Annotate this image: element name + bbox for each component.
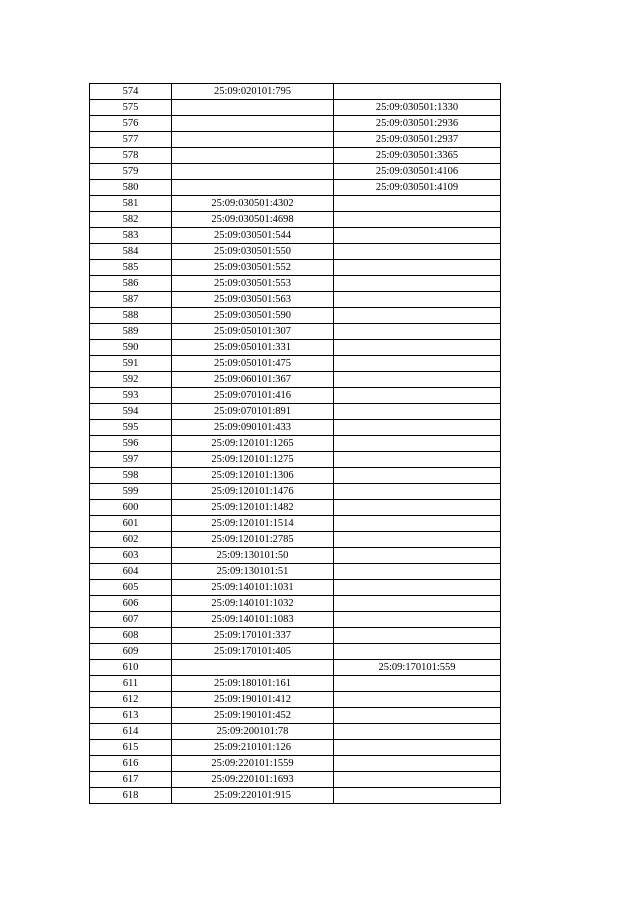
cadastral-number-cell-a (172, 164, 334, 180)
table-row (90, 324, 501, 340)
cadastral-number-cell-a: 25:09:070101:891 (172, 404, 334, 420)
table-row (90, 84, 501, 100)
row-number-cell: 587 (90, 292, 172, 308)
row-number-cell: 596 (90, 436, 172, 452)
row-number-cell: 601 (90, 516, 172, 532)
table-row (90, 100, 501, 116)
row-number-cell: 603 (90, 548, 172, 564)
table-row (90, 564, 501, 580)
cadastral-number-cell-a: 25:09:170101:337 (172, 628, 334, 644)
cadastral-number-cell-a: 25:09:170101:405 (172, 644, 334, 660)
cadastral-number-cell-a (172, 116, 334, 132)
table-row (90, 660, 501, 676)
cadastral-number-cell-a: 25:09:140101:1032 (172, 596, 334, 612)
row-number-cell: 591 (90, 356, 172, 372)
cadastral-number-cell-b (334, 324, 501, 340)
cadastral-number-cell-a: 25:09:180101:161 (172, 676, 334, 692)
cadastral-number-cell-b (334, 708, 501, 724)
cadastral-number-cell-b: 25:09:030501:2937 (334, 132, 501, 148)
table-row (90, 132, 501, 148)
row-number-cell: 593 (90, 388, 172, 404)
cadastral-number-cell-b (334, 484, 501, 500)
cadastral-number-cell-b (334, 740, 501, 756)
row-number-cell: 580 (90, 180, 172, 196)
table-row (90, 756, 501, 772)
table-row (90, 628, 501, 644)
table-row (90, 532, 501, 548)
row-number-cell: 597 (90, 452, 172, 468)
cadastral-number-cell-a: 25:09:050101:475 (172, 356, 334, 372)
cadastral-number-cell-b (334, 212, 501, 228)
cadastral-number-cell-a: 25:09:120101:1275 (172, 452, 334, 468)
row-number-cell: 618 (90, 788, 172, 804)
table-row (90, 116, 501, 132)
cadastral-number-cell-b (334, 196, 501, 212)
row-number-cell: 582 (90, 212, 172, 228)
cadastral-number-cell-a: 25:09:130101:50 (172, 548, 334, 564)
row-number-cell: 588 (90, 308, 172, 324)
cadastral-number-cell-b (334, 452, 501, 468)
row-number-cell: 583 (90, 228, 172, 244)
table-row (90, 788, 501, 804)
cadastral-number-cell-a: 25:09:030501:552 (172, 260, 334, 276)
cadastral-number-cell-a: 25:09:140101:1031 (172, 580, 334, 596)
row-number-cell: 610 (90, 660, 172, 676)
cadastral-number-cell-a: 25:09:120101:1265 (172, 436, 334, 452)
cadastral-number-cell-a: 25:09:210101:126 (172, 740, 334, 756)
row-number-cell: 604 (90, 564, 172, 580)
cadastral-number-cell-b (334, 340, 501, 356)
table-row (90, 292, 501, 308)
row-number-cell: 614 (90, 724, 172, 740)
cadastral-number-cell-b: 25:09:030501:1330 (334, 100, 501, 116)
row-number-cell: 600 (90, 500, 172, 516)
cadastral-number-cell-b (334, 724, 501, 740)
cadastral-number-cell-b (334, 612, 501, 628)
table-row (90, 772, 501, 788)
table-row (90, 644, 501, 660)
row-number-cell: 575 (90, 100, 172, 116)
table-row (90, 148, 501, 164)
row-number-cell: 577 (90, 132, 172, 148)
cadastral-number-cell-a: 25:09:130101:51 (172, 564, 334, 580)
cadastral-number-cell-a: 25:09:050101:331 (172, 340, 334, 356)
cadastral-number-cell-a: 25:09:030501:4302 (172, 196, 334, 212)
cadastral-number-cell-b (334, 372, 501, 388)
row-number-cell: 578 (90, 148, 172, 164)
cadastral-number-cell-b (334, 548, 501, 564)
cadastral-number-cell-a: 25:09:030501:563 (172, 292, 334, 308)
table-row (90, 340, 501, 356)
cadastral-number-cell-b (334, 260, 501, 276)
cadastral-number-cell-b (334, 692, 501, 708)
row-number-cell: 599 (90, 484, 172, 500)
row-number-cell: 617 (90, 772, 172, 788)
row-number-cell: 589 (90, 324, 172, 340)
cadastral-number-cell-b (334, 500, 501, 516)
cadastral-number-cell-a (172, 180, 334, 196)
row-number-cell: 602 (90, 532, 172, 548)
table-row (90, 356, 501, 372)
table-row (90, 596, 501, 612)
cadastral-number-cell-b (334, 468, 501, 484)
table-row (90, 276, 501, 292)
cadastral-number-cell-b (334, 244, 501, 260)
cadastral-number-cell-b (334, 772, 501, 788)
cadastral-number-cell-b (334, 532, 501, 548)
cadastral-number-cell-b (334, 388, 501, 404)
cadastral-number-cell-a: 25:09:120101:1306 (172, 468, 334, 484)
cadastral-number-cell-a: 25:09:090101:433 (172, 420, 334, 436)
table-row (90, 308, 501, 324)
table-row (90, 500, 501, 516)
cadastral-number-cell-a: 25:09:120101:1476 (172, 484, 334, 500)
table-row (90, 196, 501, 212)
table-row (90, 372, 501, 388)
cadastral-number-cell-b: 25:09:030501:3365 (334, 148, 501, 164)
table-row (90, 548, 501, 564)
cadastral-number-cell-a (172, 148, 334, 164)
row-number-cell: 586 (90, 276, 172, 292)
cadastral-number-cell-b (334, 788, 501, 804)
cadastral-number-cell-a: 25:09:070101:416 (172, 388, 334, 404)
row-number-cell: 607 (90, 612, 172, 628)
row-number-cell: 611 (90, 676, 172, 692)
cadastral-number-cell-b (334, 516, 501, 532)
cadastral-number-cell-a: 25:09:220101:915 (172, 788, 334, 804)
row-number-cell: 584 (90, 244, 172, 260)
cadastral-number-cell-a (172, 660, 334, 676)
table-row (90, 452, 501, 468)
table-row (90, 516, 501, 532)
cadastral-number-cell-a: 25:09:120101:1514 (172, 516, 334, 532)
row-number-cell: 598 (90, 468, 172, 484)
table-row (90, 708, 501, 724)
table-row (90, 180, 501, 196)
table-row (90, 388, 501, 404)
row-number-cell: 576 (90, 116, 172, 132)
cadastral-number-cell-a: 25:09:200101:78 (172, 724, 334, 740)
table-row (90, 228, 501, 244)
cadastral-number-cell-a (172, 100, 334, 116)
cadastral-number-cell-a: 25:09:050101:307 (172, 324, 334, 340)
table-row (90, 484, 501, 500)
table-row (90, 420, 501, 436)
cadastral-number-cell-b: 25:09:170101:559 (334, 660, 501, 676)
cadastral-number-cell-b (334, 292, 501, 308)
cadastral-number-cell-b (334, 596, 501, 612)
row-number-cell: 609 (90, 644, 172, 660)
cadastral-number-cell-b (334, 436, 501, 452)
table-body (90, 84, 501, 804)
cadastral-number-cell-b (334, 404, 501, 420)
cadastral-number-cell-a: 25:09:030501:4698 (172, 212, 334, 228)
cadastral-number-cell-a: 25:09:030501:590 (172, 308, 334, 324)
cadastral-number-cell-b (334, 756, 501, 772)
cadastral-number-cell-a (172, 132, 334, 148)
row-number-cell: 594 (90, 404, 172, 420)
cadastral-number-cell-b: 25:09:030501:2936 (334, 116, 501, 132)
row-number-cell: 585 (90, 260, 172, 276)
cadastral-number-cell-b (334, 276, 501, 292)
table-row (90, 436, 501, 452)
cadastral-number-cell-a: 25:09:030501:553 (172, 276, 334, 292)
cadastral-number-cell-a: 25:09:190101:452 (172, 708, 334, 724)
cadastral-number-table (89, 83, 501, 804)
table-row (90, 404, 501, 420)
cadastral-number-cell-a: 25:09:140101:1083 (172, 612, 334, 628)
row-number-cell: 606 (90, 596, 172, 612)
row-number-cell: 605 (90, 580, 172, 596)
table-row (90, 692, 501, 708)
cadastral-number-cell-a: 25:09:220101:1693 (172, 772, 334, 788)
row-number-cell: 612 (90, 692, 172, 708)
cadastral-number-cell-b (334, 676, 501, 692)
cadastral-number-cell-a: 25:09:020101:795 (172, 84, 334, 100)
cadastral-number-cell-b (334, 644, 501, 660)
table-row (90, 244, 501, 260)
cadastral-number-cell-b (334, 628, 501, 644)
table-row (90, 740, 501, 756)
row-number-cell: 581 (90, 196, 172, 212)
row-number-cell: 595 (90, 420, 172, 436)
cadastral-number-cell-b (334, 420, 501, 436)
row-number-cell: 615 (90, 740, 172, 756)
table-row (90, 164, 501, 180)
cadastral-number-cell-a: 25:09:120101:2785 (172, 532, 334, 548)
row-number-cell: 616 (90, 756, 172, 772)
table-row (90, 724, 501, 740)
table-row (90, 676, 501, 692)
row-number-cell: 579 (90, 164, 172, 180)
table-row (90, 612, 501, 628)
cadastral-number-cell-b (334, 308, 501, 324)
row-number-cell: 613 (90, 708, 172, 724)
cadastral-number-cell-b (334, 228, 501, 244)
table-row (90, 580, 501, 596)
table-row (90, 468, 501, 484)
cadastral-number-cell-a: 25:09:030501:544 (172, 228, 334, 244)
cadastral-number-cell-b: 25:09:030501:4109 (334, 180, 501, 196)
cadastral-number-cell-b (334, 564, 501, 580)
cadastral-number-cell-b (334, 84, 501, 100)
cadastral-number-cell-a: 25:09:060101:367 (172, 372, 334, 388)
table-row (90, 212, 501, 228)
cadastral-number-cell-a: 25:09:190101:412 (172, 692, 334, 708)
cadastral-number-cell-a: 25:09:120101:1482 (172, 500, 334, 516)
cadastral-number-cell-b (334, 580, 501, 596)
table-row (90, 260, 501, 276)
cadastral-number-cell-a: 25:09:220101:1559 (172, 756, 334, 772)
row-number-cell: 590 (90, 340, 172, 356)
cadastral-number-cell-a: 25:09:030501:550 (172, 244, 334, 260)
row-number-cell: 592 (90, 372, 172, 388)
cadastral-number-cell-b: 25:09:030501:4106 (334, 164, 501, 180)
row-number-cell: 574 (90, 84, 172, 100)
cadastral-number-cell-b (334, 356, 501, 372)
row-number-cell: 608 (90, 628, 172, 644)
